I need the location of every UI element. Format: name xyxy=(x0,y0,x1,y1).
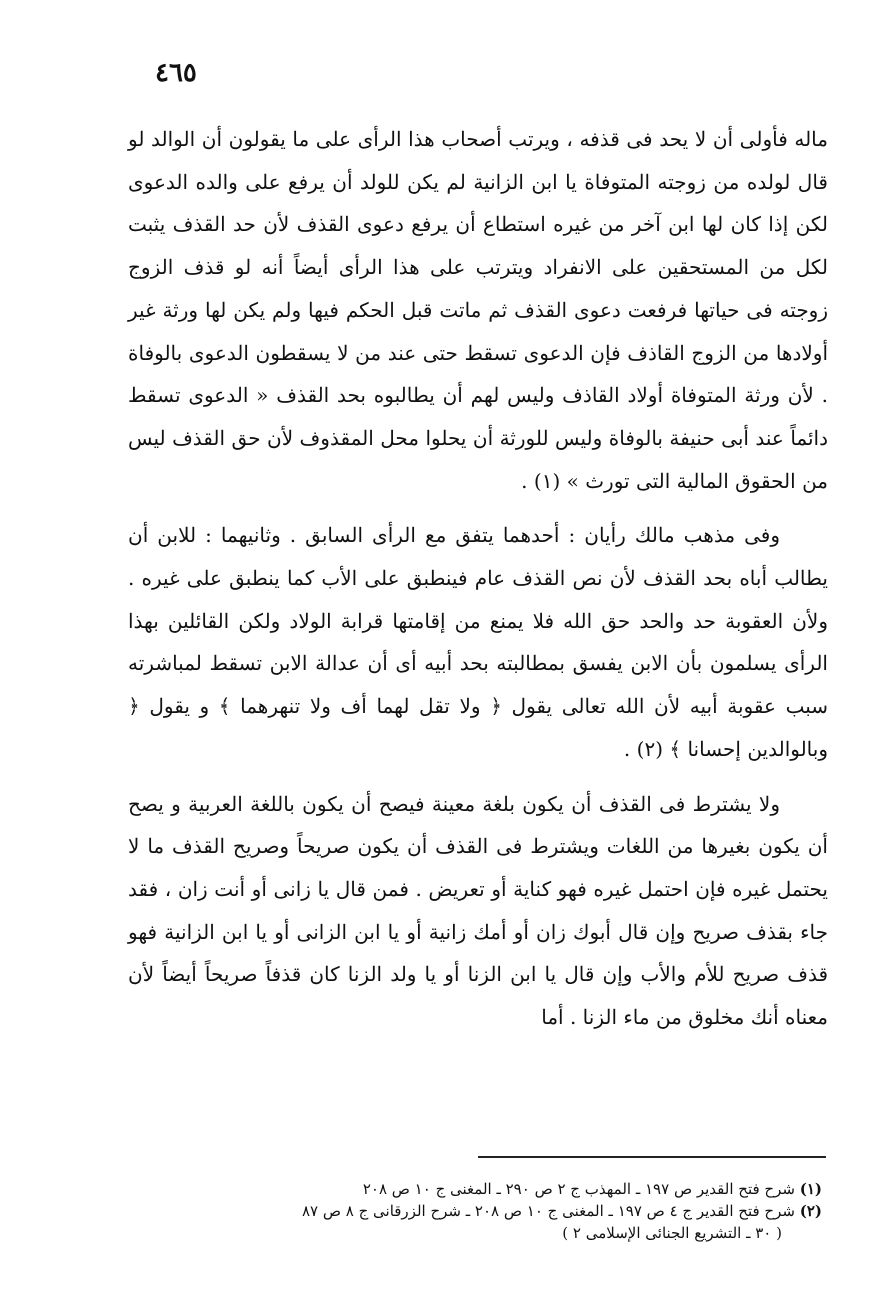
footnote-2-text: شرح فتح القدير ج ٤ ص ١٩٧ ـ المغنى ج ١٠ ص ٢٠٨ ـ شرح الزرقانى ج ٨ ص ٨٧ xyxy=(301,1202,795,1220)
series-signature-line: ( ٣٠ ـ التشريع الجنائى الإسلامى ٢ ) xyxy=(562,1224,782,1242)
footnote-2-mark: (٢) xyxy=(799,1202,822,1220)
footnote-2 xyxy=(150,1200,822,1222)
footnote-1-text: شرح فتح القدير ص ١٩٧ ـ المهذب ج ٢ ص ٢٩٠ ـ المغنى ج ١٠ ص ٢٠٨ xyxy=(362,1180,795,1198)
paragraph-3: ولا يشترط فى القذف أن يكون بلغة معينة فيصح أن يكون باللغة العربية و يصح أن يكون بغيرها من اللغات ويشترط فى القذف أن يكون صريحاً وصريح القذف ما لا يحتمل غيره فإن احتمل غيره فهو كناية أو تعريض . فمن قال يا زانى أو أنت زان ، فقد جاء بقذف صريح وإن قال أبوك زان أو أمك زانية أو يا ابن الزانى أو يا ابن الزانية فهو قذف صريح للأم والأب وإن قال يا ابن الزنا أو يا ولد الزنا كان قذفاً صريحاً أيضاً لأن معناه أنك مخلوق من ماء الزنا . أما xyxy=(128,791,828,1030)
page-number: ٤٦٥ xyxy=(155,58,197,88)
footnote-divider xyxy=(478,1156,826,1158)
body-text xyxy=(128,118,828,1051)
footnotes xyxy=(150,1178,822,1244)
paragraph-2: وفى مذهب مالك رأيان : أحدهما يتفق مع الرأى السابق . وثانيهما : للابن أن يطالب أباه بحد القذف لأن نص القذف عام فينطبق على الأب كما ينطبق على غيره . ولأن العقوبة حد والحد حق الله فلا يمنع من إقامتها قرابة الولاد ولكن القائلين بهذا الرأى يسلمون بأن الابن يفسق بمطالبته بحد أبيه أى أن عدالة الابن تسقط لمباشرته سبب عقوبة أبيه لأن الله تعالى يقول ﴿ ولا تقل لهما أف ولا تنهرهما ﴾ و يقول ﴿ وبالوالدين إحسانا ﴾ (٢) . xyxy=(128,523,828,761)
footnote-1 xyxy=(150,1178,822,1200)
footnote-1-mark: (١) xyxy=(799,1180,822,1198)
paragraph-1: ماله فأولى أن لا يحد فى قذفه ، ويرتب أصحاب هذا الرأى على ما يقولون أن الوالد لو قال لولده من زوجته المتوفاة يا ابن الزانية لم يكن للولد أن يرفع على والده الدعوى لكن إذا كان لها ابن آخر من غيره استطاع أن يرفع دعوى القذف لأن حد القذف يثبت لكل من المستحقين على الانفراد ويترتب على هذا الرأى أيضاً أنه لو قذف الزوج زوجته فى حياتها فرفعت دعوى القذف ثم ماتت قبل الحكم فيها ولم يكن لها ورثة غير أولادها من الزوج القاذف فإن الدعوى تسقط حتى عند من لا يسقطون الدعوى بالوفاة . لأن ورثة المتوفاة أولاد القاذف وليس لهم أن يطالبوه بحد القذف « الدعوى تسقط دائماً عند أبى حنيفة بالوفاة وليس للورثة أن يحلوا محل المقذوف لأن حق القذف ليس من الحقوق المالية التى تورث » (١) . xyxy=(128,127,828,493)
